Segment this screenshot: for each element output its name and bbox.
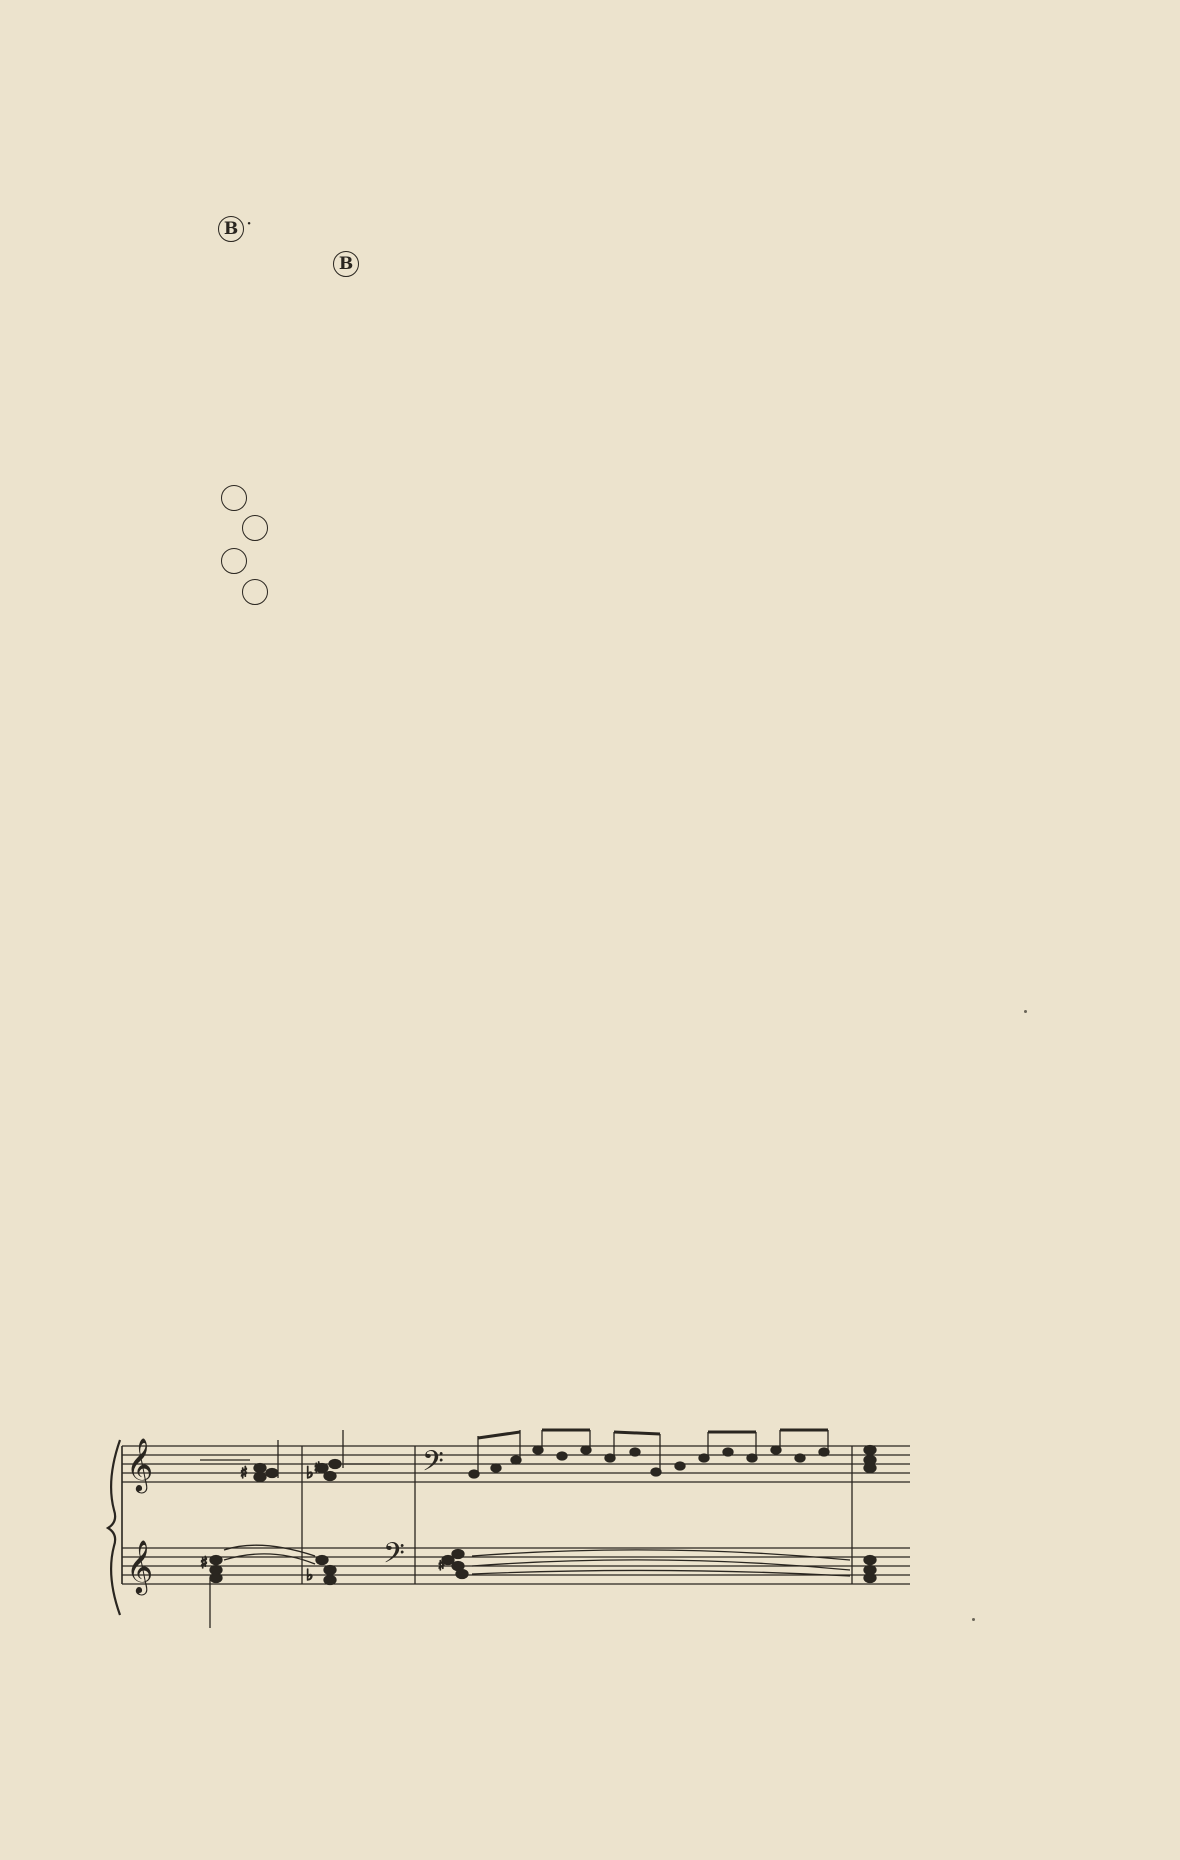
construction-item-1b [240, 515, 270, 544]
theme-b-symbol: B [333, 251, 359, 277]
svg-text:♯: ♯ [314, 1460, 321, 1476]
construction-item-1 [219, 485, 249, 514]
analysis-item-2-cont [331, 246, 361, 277]
svg-text:♯: ♯ [240, 1463, 248, 1482]
svg-text:♭: ♭ [306, 1566, 314, 1584]
p3-line [48, 929, 913, 964]
p6-line [50, 1342, 917, 1377]
p1-line [48, 373, 920, 408]
theme-a-symbol [221, 485, 247, 511]
theme-b-symbol: B [218, 216, 244, 242]
p3-line [48, 894, 913, 929]
running-head [274, 163, 910, 193]
p1-line [48, 408, 920, 443]
paper-speck [972, 1618, 975, 1621]
svg-text:♯: ♯ [200, 1553, 208, 1572]
treble-clef-icon: 𝄞 [126, 1539, 154, 1593]
theme-b-symbol [242, 515, 268, 541]
pizz-run-notes [469, 1430, 829, 1478]
construction-item-2b [240, 579, 270, 608]
bass-clef-icon: 𝄢 [383, 1537, 405, 1577]
svg-text:♯: ♯ [438, 1556, 446, 1574]
p6-line [50, 1307, 917, 1342]
paper-speck [1024, 1010, 1027, 1013]
music-example [100, 1410, 920, 1640]
treble-clef-icon: 𝄞 [126, 1437, 154, 1491]
paragraph-6 [50, 1307, 917, 1377]
paragraph-3 [48, 894, 913, 964]
analysis-item-2: B · [216, 211, 252, 242]
theme-a-symbol [221, 548, 247, 574]
paragraph-1 [48, 373, 920, 478]
construction-item-2 [219, 548, 249, 577]
theme-b-symbol [242, 579, 268, 605]
bass-clef-icon: 𝄢 [422, 1445, 444, 1485]
svg-text:♭: ♭ [306, 1463, 314, 1482]
p1-line [48, 443, 920, 478]
